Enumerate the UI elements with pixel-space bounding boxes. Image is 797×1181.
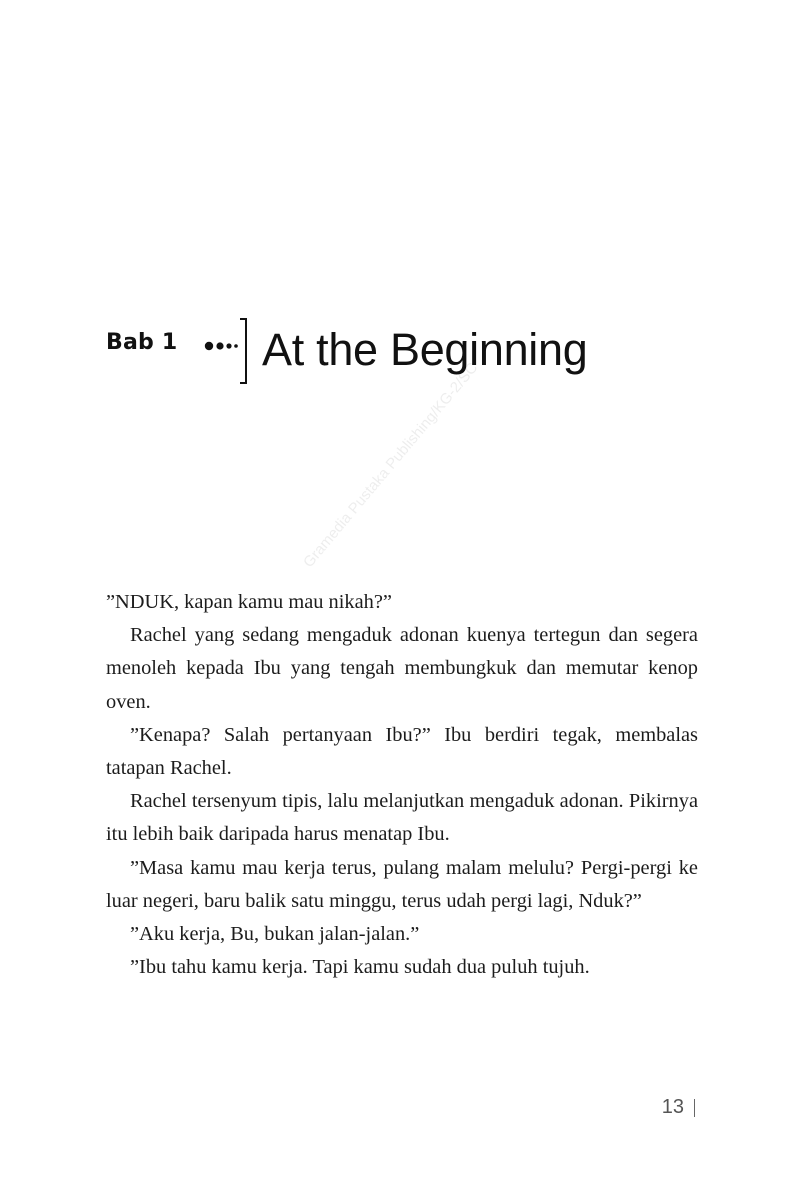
chapter-body (106, 586, 698, 984)
paragraph: Rachel yang sedang mengaduk adonan kuenya tertegun dan segera menoleh kepada Ibu yang tengah membungkuk dan memutar kenop oven. (106, 624, 698, 713)
paragraph: ”Kenapa? Salah pertanyaan Ibu?” Ibu berdiri tegak, membalas tatapan Rachel. (106, 723, 698, 780)
chapter-label: Bab 1 (106, 330, 178, 355)
dots-ornament (204, 340, 244, 352)
paragraph: ”Masa kamu mau kerja terus, pulang malam melulu? Pergi-pergi ke luar negeri, baru balik satu minggu, terus udah pergi lagi, Nduk?” (106, 856, 698, 912)
page-number (662, 1096, 695, 1119)
chapter-title: At the Beginning (262, 324, 588, 375)
paragraph: Rachel tersenyum tipis, lalu melanjutkan mengaduk adonan. Pikirnya itu lebih baik daripada harus menatap Ibu. (106, 790, 698, 846)
paragraph: ”Ibu tahu kamu kerja. Tapi kamu sudah dua puluh tujuh. (130, 956, 590, 979)
watermark: Gramedia Pustaka Publishing/KG-2/SC (300, 359, 482, 571)
paragraph: ”Aku kerja, Bu, bukan jalan-jalan.” (130, 923, 420, 946)
paragraph: ”NDUK, kapan kamu mau nikah?” (106, 591, 392, 613)
chapter-heading (106, 318, 666, 384)
page-number-divider (694, 1099, 695, 1117)
bracket-ornament (240, 318, 248, 384)
page-number-value: 13 (661, 1096, 684, 1118)
